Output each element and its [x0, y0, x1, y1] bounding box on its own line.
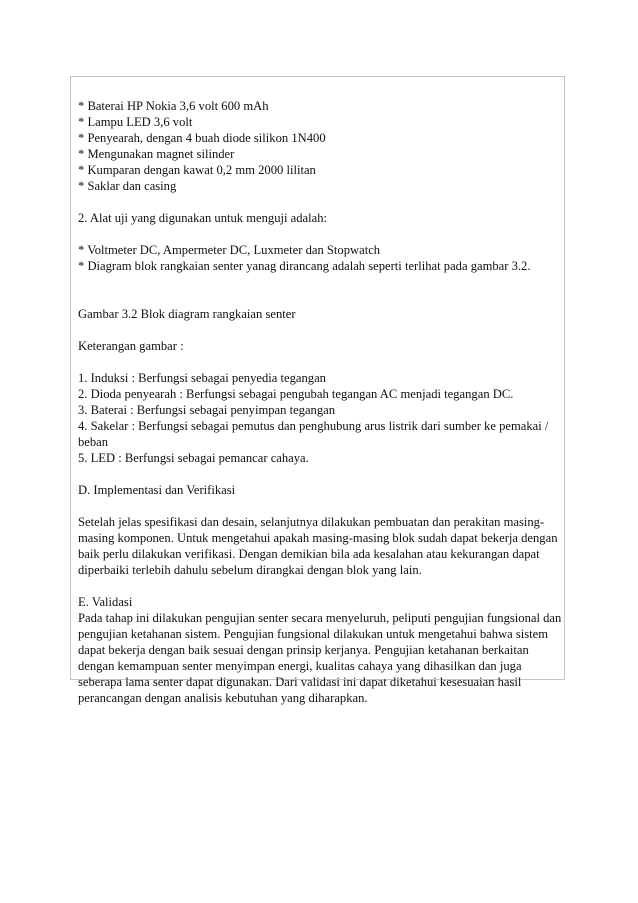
document-content	[78, 98, 562, 706]
tools-list	[78, 242, 562, 274]
list-item: * Penyearah, dengan 4 buah diode silikon 1N400	[78, 131, 326, 145]
list-item: * Kumparan dengan kawat 0,2 mm 2000 lilitan	[78, 163, 316, 177]
section-d-heading: D. Implementasi dan Verifikasi	[78, 483, 236, 497]
list-item: * Diagram blok rangkaian senter yanag dirancang adalah seperti terlihat pada gambar 3.2.	[78, 259, 531, 273]
tools-heading: 2. Alat uji yang digunakan untuk menguji adalah:	[78, 211, 328, 225]
list-item: * Baterai HP Nokia 3,6 volt 600 mAh	[78, 99, 269, 113]
section-e-body: Pada tahap ini dilakukan pengujian senter secara menyeluruh, peliputi pengujian fungsional dan pengujian ketahanan sistem. Pengujian fungsional dilakukan untuk mengetahui bahwa sistem dapat bekerja dengan baik sesuai dengan prinsip kerjanya. Pengujian ketahanan berkaitan dengan kemampuan senter menyimpan energi, kualitas cahaya yang dihasilkan dan juga seberapa lama senter dapat digunakan. Dari validasi ini dapat diketahui kesesuaian hasil perancangan dengan analisis kebutuhan yang diharapkan.	[78, 611, 562, 705]
list-item: 5. LED : Berfungsi sebagai pemancar cahaya.	[78, 451, 309, 465]
list-item: * Saklar dan casing	[78, 179, 177, 193]
list-item: * Lampu LED 3,6 volt	[78, 115, 193, 129]
legend-list	[78, 370, 562, 466]
list-item: * Mengunakan magnet silinder	[78, 147, 235, 161]
list-item: 2. Dioda penyearah : Berfungsi sebagai pengubah tegangan AC menjadi tegangan DC.	[78, 387, 514, 401]
figure-caption: Gambar 3.2 Blok diagram rangkaian senter	[78, 307, 296, 321]
section-e-heading: E. Validasi	[78, 595, 133, 609]
components-list	[78, 98, 562, 194]
legend-heading: Keterangan gambar :	[78, 339, 184, 353]
section-d-body: Setelah jelas spesifikasi dan desain, selanjutnya dilakukan pembuatan dan perakitan masing-masing komponen. Untuk mengetahui apakah masing-masing blok sudah dapat bekerja dengan baik perlu dilakukan verifikasi. Dengan demikian bila ada kesalahan atau kekurangan dapat diperbaiki terlebih dahulu sebelum dirangkai dengan blok yang lain.	[78, 515, 558, 577]
list-item: 1. Induksi : Berfungsi sebagai penyedia tegangan	[78, 371, 326, 385]
list-item: * Voltmeter DC, Ampermeter DC, Luxmeter dan Stopwatch	[78, 243, 381, 257]
list-item: 4. Sakelar : Berfungsi sebagai pemutus dan penghubung arus listrik dari sumber ke pemakai / beban	[78, 419, 549, 449]
list-item: 3. Baterai : Berfungsi sebagai penyimpan tegangan	[78, 403, 336, 417]
